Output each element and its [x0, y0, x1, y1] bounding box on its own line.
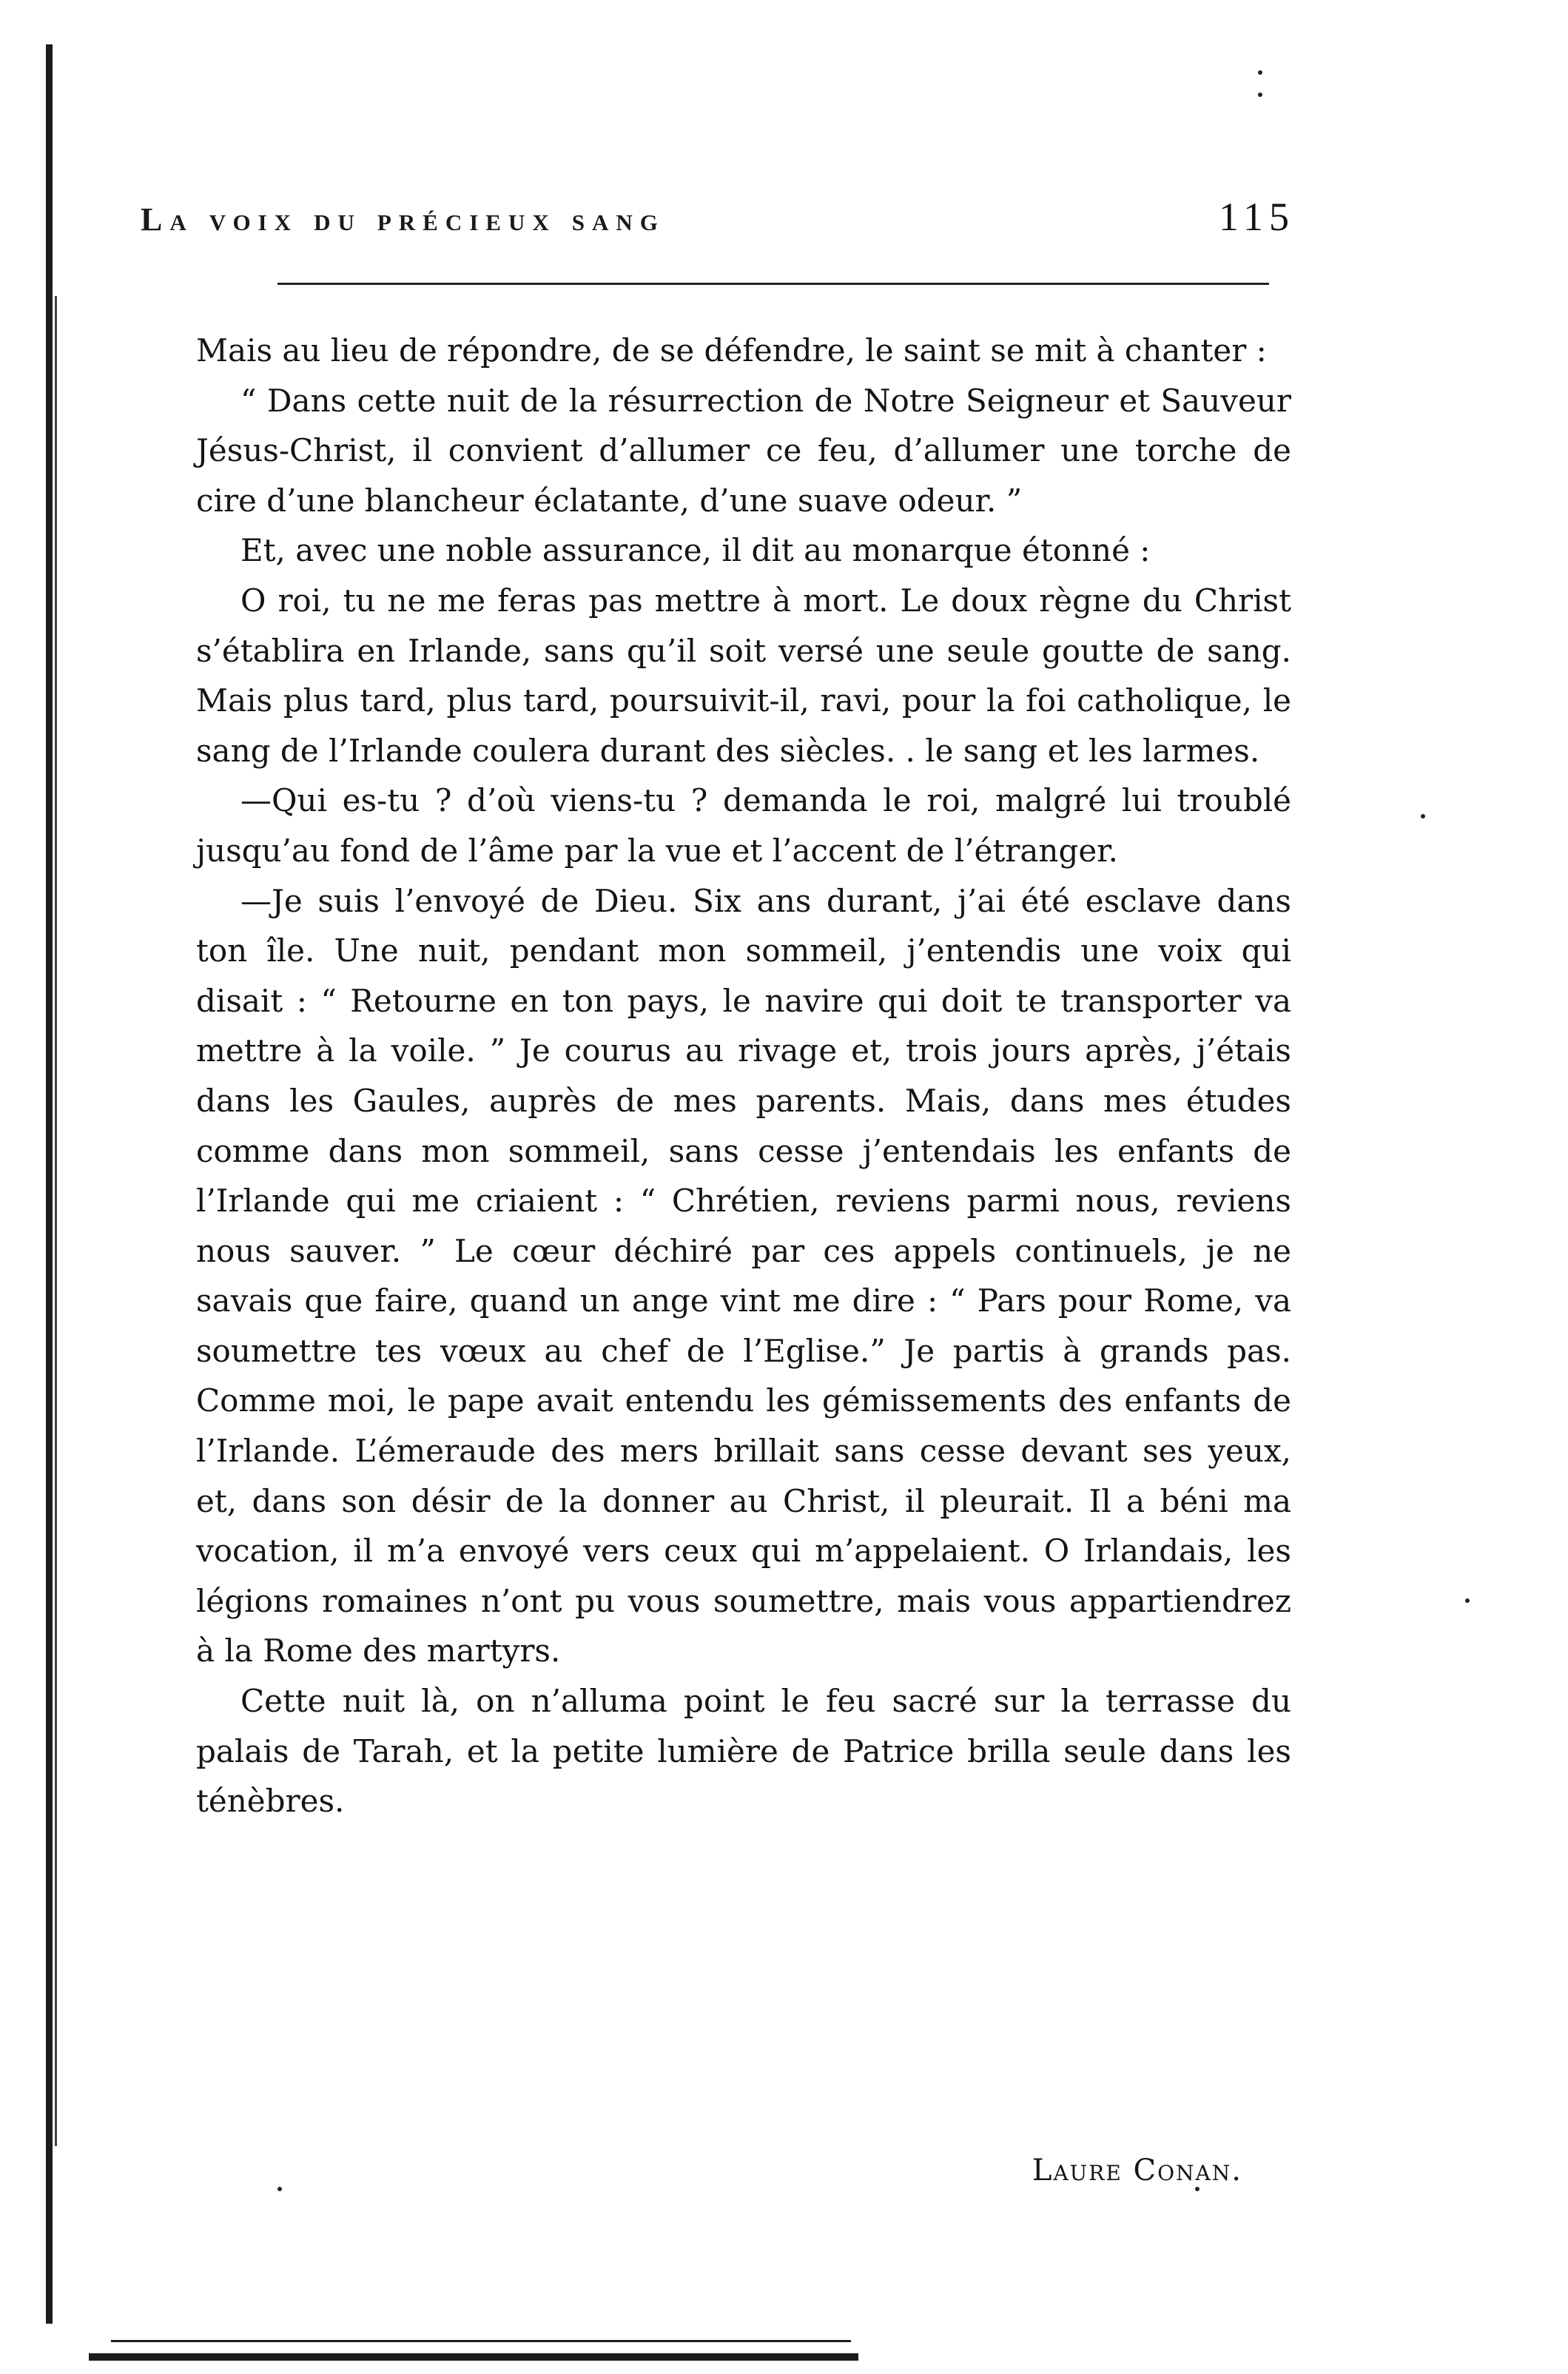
page-binding-shadow — [55, 296, 57, 2146]
paragraph: —Qui es-tu ? d’où viens-tu ? demanda le roi, malgré lui troublé jusqu’au fond de l’âme par la vue et l’accent de l’étranger. — [196, 782, 1291, 869]
author-signature: Laure Conan. — [1032, 2153, 1242, 2188]
scan-speck — [1258, 70, 1262, 75]
running-title: La voix du précieux sang — [141, 201, 665, 238]
paragraph: “ Dans cette nuit de la résurrection de Notre Seigneur et Sauveur Jésus-Christ, il convient d’allumer ce feu, d’allumer une torche de cire d’une blancheur éclatante, d’une suave odeur. ” — [196, 382, 1291, 519]
page-binding-edge — [46, 44, 53, 2324]
scan-speck — [277, 2187, 282, 2191]
running-header — [141, 194, 1295, 253]
paragraph: Mais au lieu de répondre, de se défendre, le saint se mit à chanter : — [196, 332, 1267, 369]
scan-speck — [1465, 1598, 1470, 1603]
bottom-edge-bar — [89, 2353, 858, 2361]
scan-speck — [1421, 814, 1425, 818]
paragraph: —Je suis l’envoyé de Dieu. Six ans durant, j’ai été esclave dans ton île. Une nuit, pendant mon sommeil, j’entendis une voix qui disait : “ Retourne en ton pays, le navire qui doit te transporter va mettre à la voile. ” Je courus au rivage et, trois jours après, j’étais dans les Gaules, auprès de mes parents. Mais, dans mes études comme dans mon sommeil, sans cesse j’entendais les enfants de l’Irlande qui me criaient : “ Chrétien, reviens parmi nous, reviens nous sauver. ” Le cœur déchiré par ces appels continuels, je ne savais que faire, quand un ange vint me dire : “ Pars pour Rome, va soumettre tes vœux au chef de l’Eglise.” Je partis à grands pas. Comme moi, le pape avait entendu les gémissements des enfants de l’Irlande. L’émeraude des mers brillait sans cesse devant ses yeux, et, dans son désir de la donner au Christ, il pleurait. Il a béni ma vocation, il m’a envoyé vers ceux qui m’appelaient. O Irlandais, les légions romaines n’ont pu vous soumettre, mais vous appartiendrez à la Rome des martyrs. — [196, 882, 1291, 1669]
body-text — [196, 326, 1291, 1826]
paragraph: Cette nuit là, on n’alluma point le feu sacré sur la terrasse du palais de Tarah, et la petite lumière de Patrice brilla seule dans les ténèbres. — [196, 1683, 1291, 1820]
page-number: 115 — [1219, 195, 1295, 239]
bottom-edge-line — [111, 2340, 851, 2342]
paragraph: O roi, tu ne me feras pas mettre à mort. Le doux règne du Christ s’établira en Irlande, sans qu’il soit versé une seule goutte de sang. Mais plus tard, plus tard, poursuivit-il, ravi, pour la foi catholique, le sang de l’Irlande coulera durant des siècles. . le sang et les larmes. — [196, 582, 1291, 769]
header-rule — [277, 283, 1269, 285]
paragraph: Et, avec une noble assurance, il dit au monarque étonné : — [240, 532, 1151, 569]
scan-speck — [1258, 93, 1262, 97]
